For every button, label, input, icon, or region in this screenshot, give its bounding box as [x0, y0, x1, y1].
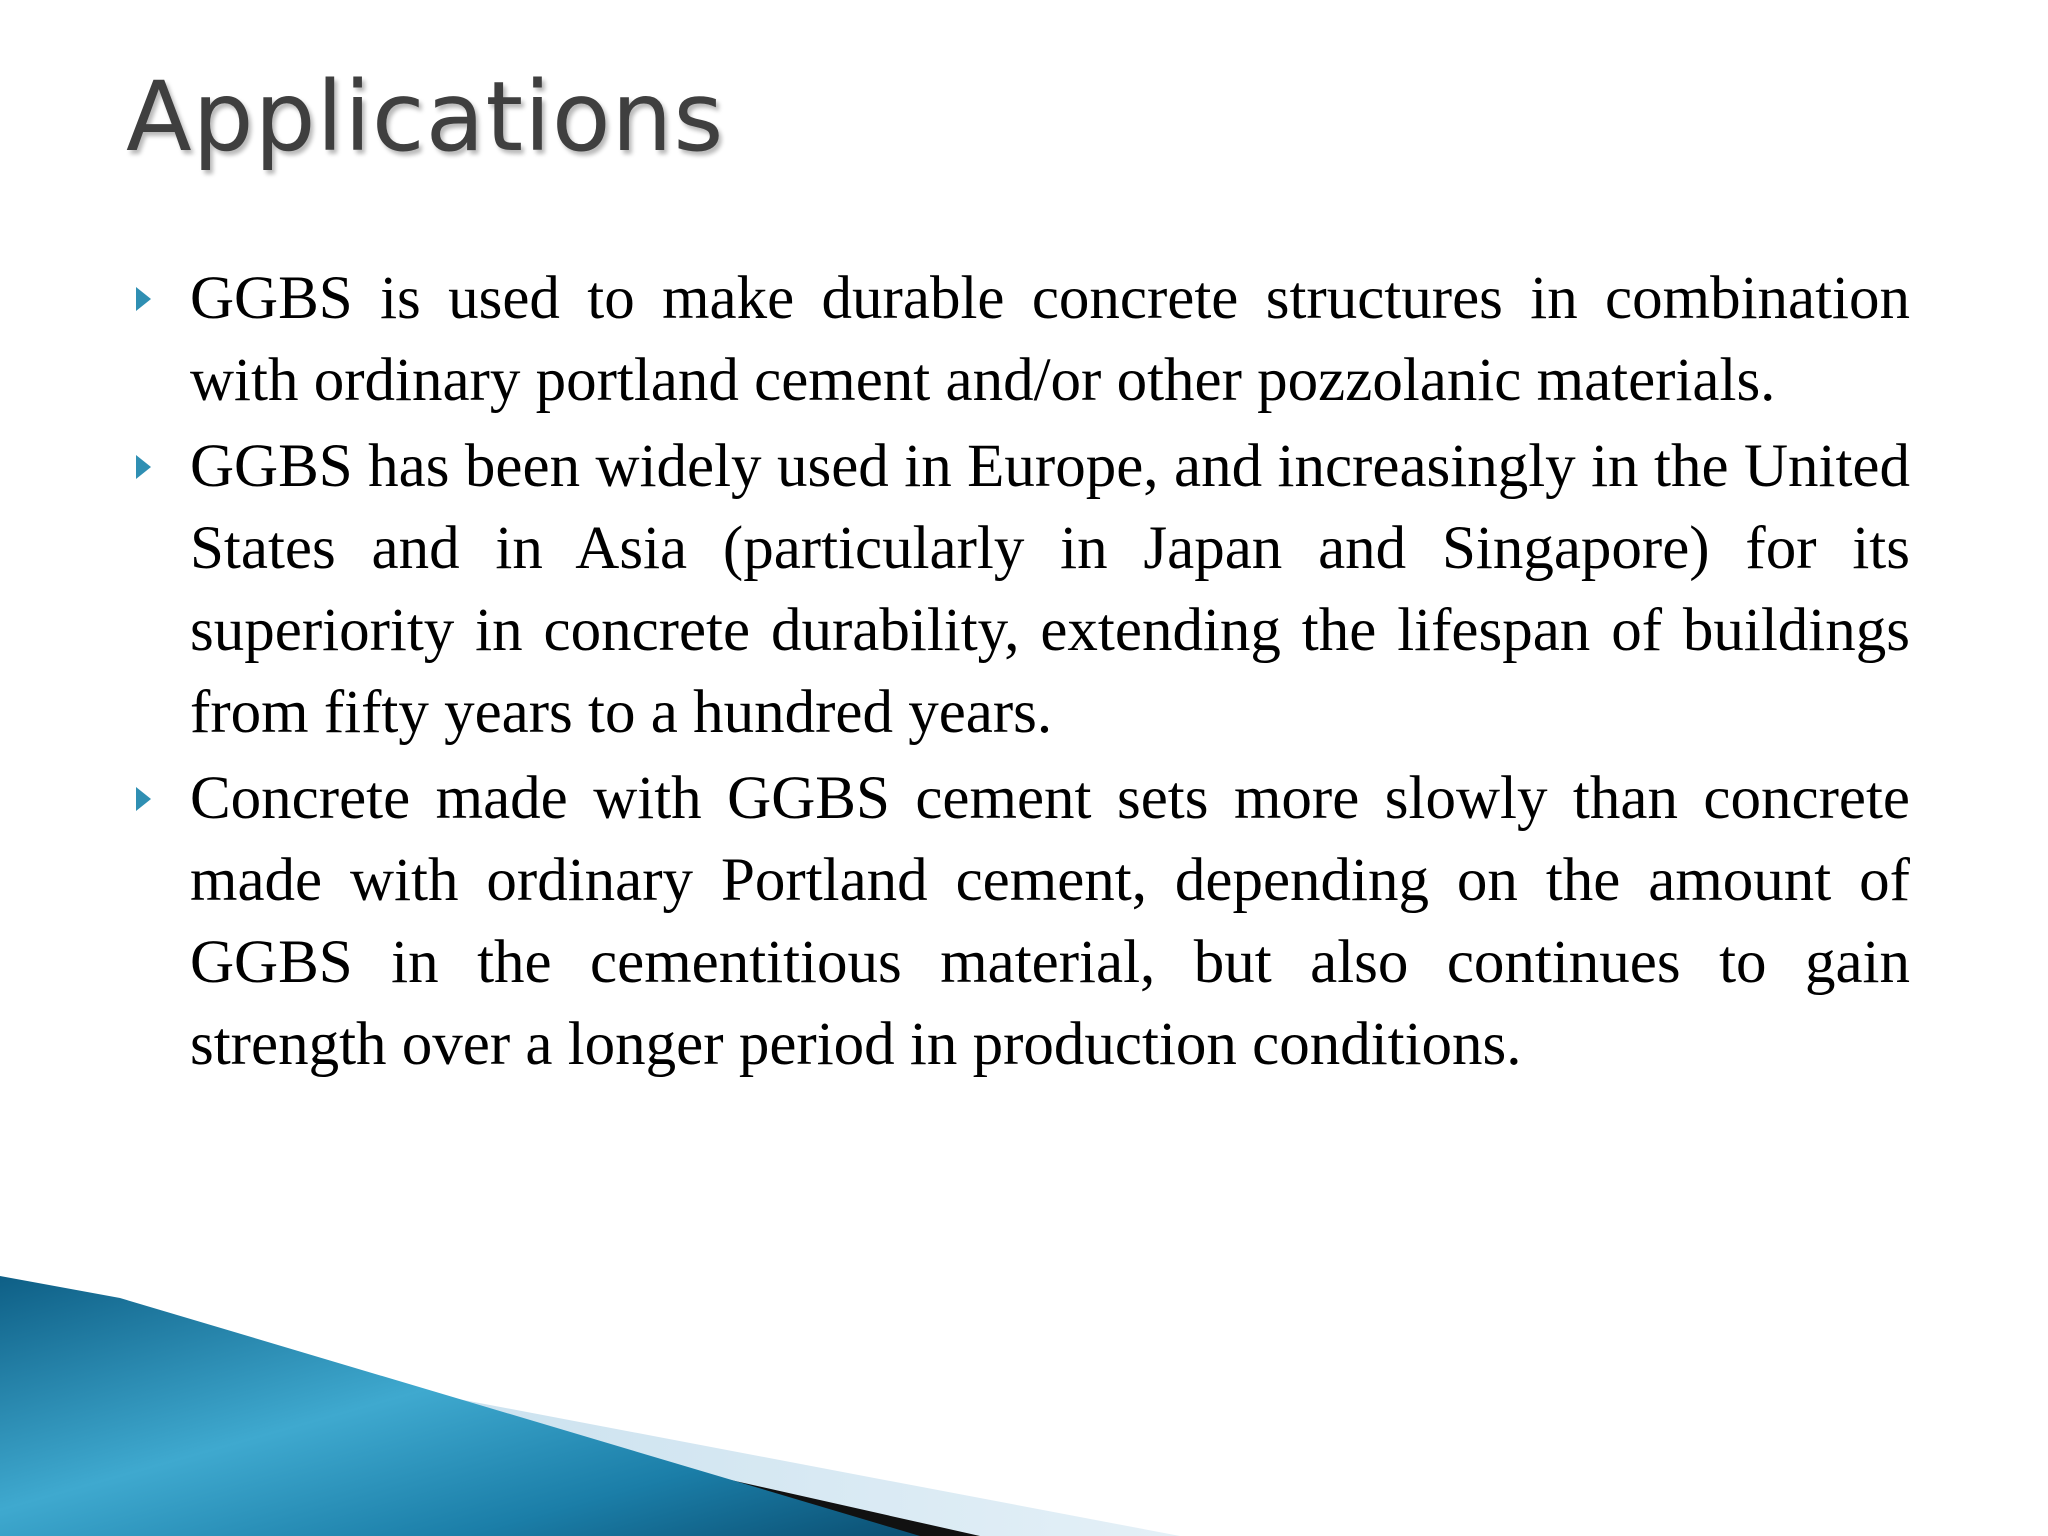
bullet-text: GGBS is used to make durable concrete structures in combination with ordinary portland cement and/or other pozzolanic materials. [190, 265, 1910, 414]
bullet-text: Concrete made with GGBS cement sets more slowly than concrete made with ordinary Portland cement, depending on the amount of GGBS in the cementitious material, but also continues to gain strength over a longer period in production conditions. [190, 765, 1910, 1078]
decorative-swoosh [0, 1276, 2048, 1536]
blue-wedge [0, 1276, 920, 1536]
triangle-right-icon [136, 455, 151, 479]
bullet-list [190, 258, 1910, 1090]
bullet-item [190, 758, 1910, 1086]
triangle-right-icon [136, 287, 151, 311]
bullet-item [190, 426, 1910, 754]
bullet-item [190, 258, 1910, 422]
triangle-right-icon [136, 787, 151, 811]
bullet-text: GGBS has been widely used in Europe, and increasingly in the United States and in Asia (particularly in Japan and Singapore) for its superiority in concrete durability, extending the lifespan of buildings from fifty years to a hundred years. [190, 433, 1910, 746]
slide-title: Applications [126, 61, 725, 173]
